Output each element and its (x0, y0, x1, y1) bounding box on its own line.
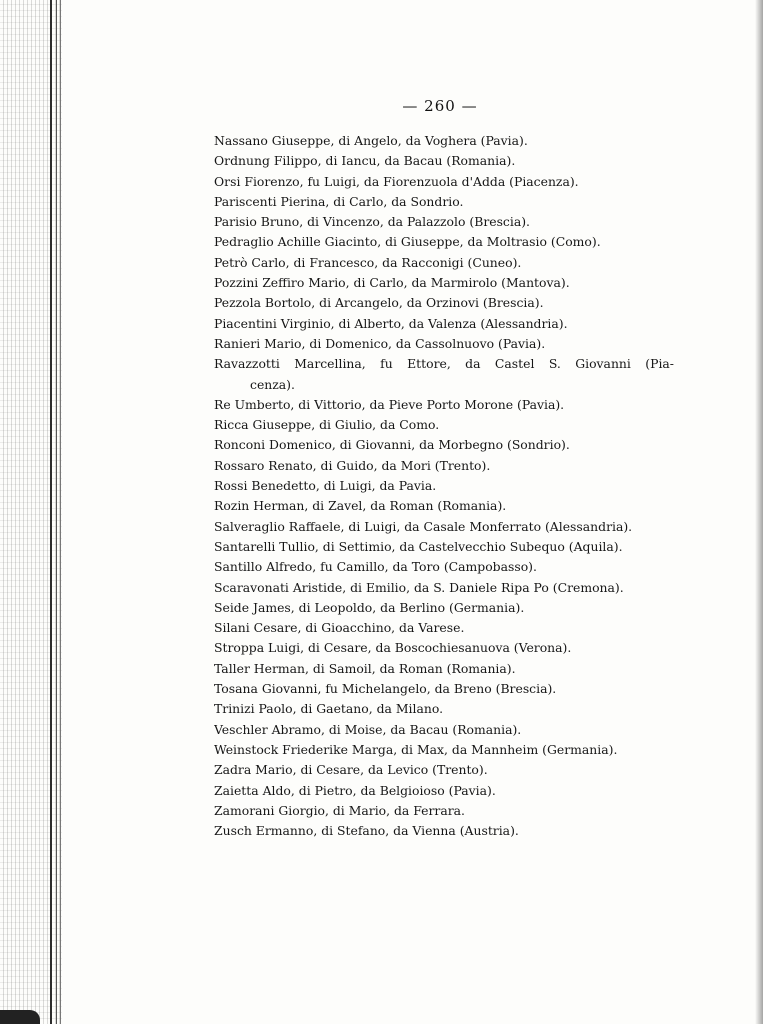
list-item: Seide James, di Leopoldo, da Berlino (Germania). (214, 599, 525, 615)
binding-edge (0, 0, 62, 1024)
page-number: — 260 — (402, 97, 478, 115)
list-item: Ricca Giuseppe, di Giulio, da Como. (214, 417, 440, 433)
list-item: Weinstock Friederike Marga, di Max, da Mannheim (Germania). (214, 741, 618, 757)
list-item: Orsi Fiorenzo, fu Luigi, da Fiorenzuola d'Adda (Piacenza). (214, 173, 579, 189)
list-item: Zamorani Giorgio, di Mario, da Ferrara. (214, 802, 465, 818)
list-item: Ranieri Mario, di Domenico, da Cassolnuovo (Pavia). (214, 335, 546, 351)
list-item: Pedraglio Achille Giacinto, di Giuseppe, da Moltrasio (Como). (214, 234, 601, 250)
list-item: Piacentini Virginio, di Alberto, da Valenza (Alessandria). (214, 315, 568, 331)
list-item: Rossaro Renato, di Guido, da Mori (Trento). (214, 457, 491, 473)
list-item: Zaietta Aldo, di Pietro, da Belgioioso (Pavia). (214, 782, 496, 798)
binding-line (60, 0, 61, 1024)
list-item: Salveraglio Raffaele, di Luigi, da Casale Monferrato (Alessandria). (214, 518, 633, 534)
list-item: Petrò Carlo, di Francesco, da Racconigi (Cuneo). (214, 254, 522, 270)
list-item: Stroppa Luigi, di Cesare, da Boscochiesanuova (Verona). (214, 640, 572, 656)
list-item: Scaravonati Aristide, di Emilio, da S. Daniele Ripa Po (Cremona). (214, 579, 624, 595)
list-item: Ordnung Filippo, di Iancu, da Bacau (Romania). (214, 153, 516, 169)
list-item: Veschler Abramo, di Moise, da Bacau (Romania). (214, 721, 522, 737)
list-item: Rossi Benedetto, di Luigi, da Pavia. (214, 478, 437, 494)
list-item: Taller Herman, di Samoil, da Roman (Romania). (214, 660, 516, 676)
binding-line (50, 0, 52, 1024)
continuation-text: cenza). (250, 376, 295, 392)
list-item: Zusch Ermanno, di Stefano, da Vienna (Austria). (214, 823, 519, 839)
list-item: Tosana Giovanni, fu Michelangelo, da Breno (Brescia). (214, 681, 557, 697)
list-item: Trinizi Paolo, di Gaetano, da Milano. (214, 701, 444, 717)
list-item-continuation (214, 375, 674, 395)
list-item: Santillo Alfredo, fu Camillo, da Toro (Campobasso). (214, 559, 537, 575)
list-item: Nassano Giuseppe, di Angelo, da Voghera (Pavia). (214, 133, 528, 148)
list-item: Pariscenti Pierina, di Carlo, da Sondrio. (214, 193, 464, 209)
binding-line (56, 0, 57, 1024)
list-item: Zadra Mario, di Cesare, da Levico (Trento). (214, 762, 488, 778)
list-item: Pezzola Bortolo, di Arcangelo, da Orzinovi (Brescia). (214, 295, 544, 311)
list-item: Ravazzotti Marcellina, fu Ettore, da Castel S. Giovanni (Pia- (214, 356, 674, 372)
name-list (214, 131, 674, 841)
list-item: Silani Cesare, di Gioacchino, da Varese. (214, 620, 465, 636)
list-item: Santarelli Tullio, di Settimio, da Castelvecchio Subequo (Aquila). (214, 538, 623, 554)
scan-smudge (0, 1010, 40, 1024)
list-item: Pozzini Zeffiro Mario, di Carlo, da Marmirolo (Mantova). (214, 275, 570, 291)
list-item: Rozin Herman, di Zavel, da Roman (Romania). (214, 498, 507, 514)
list-item: Re Umberto, di Vittorio, da Pieve Porto Morone (Pavia). (214, 396, 565, 412)
page-right-edge (755, 0, 763, 1024)
list-item: Ronconi Domenico, di Giovanni, da Morbegno (Sondrio). (214, 437, 570, 453)
list-item: Parisio Bruno, di Vincenzo, da Palazzolo (Brescia). (214, 214, 530, 230)
